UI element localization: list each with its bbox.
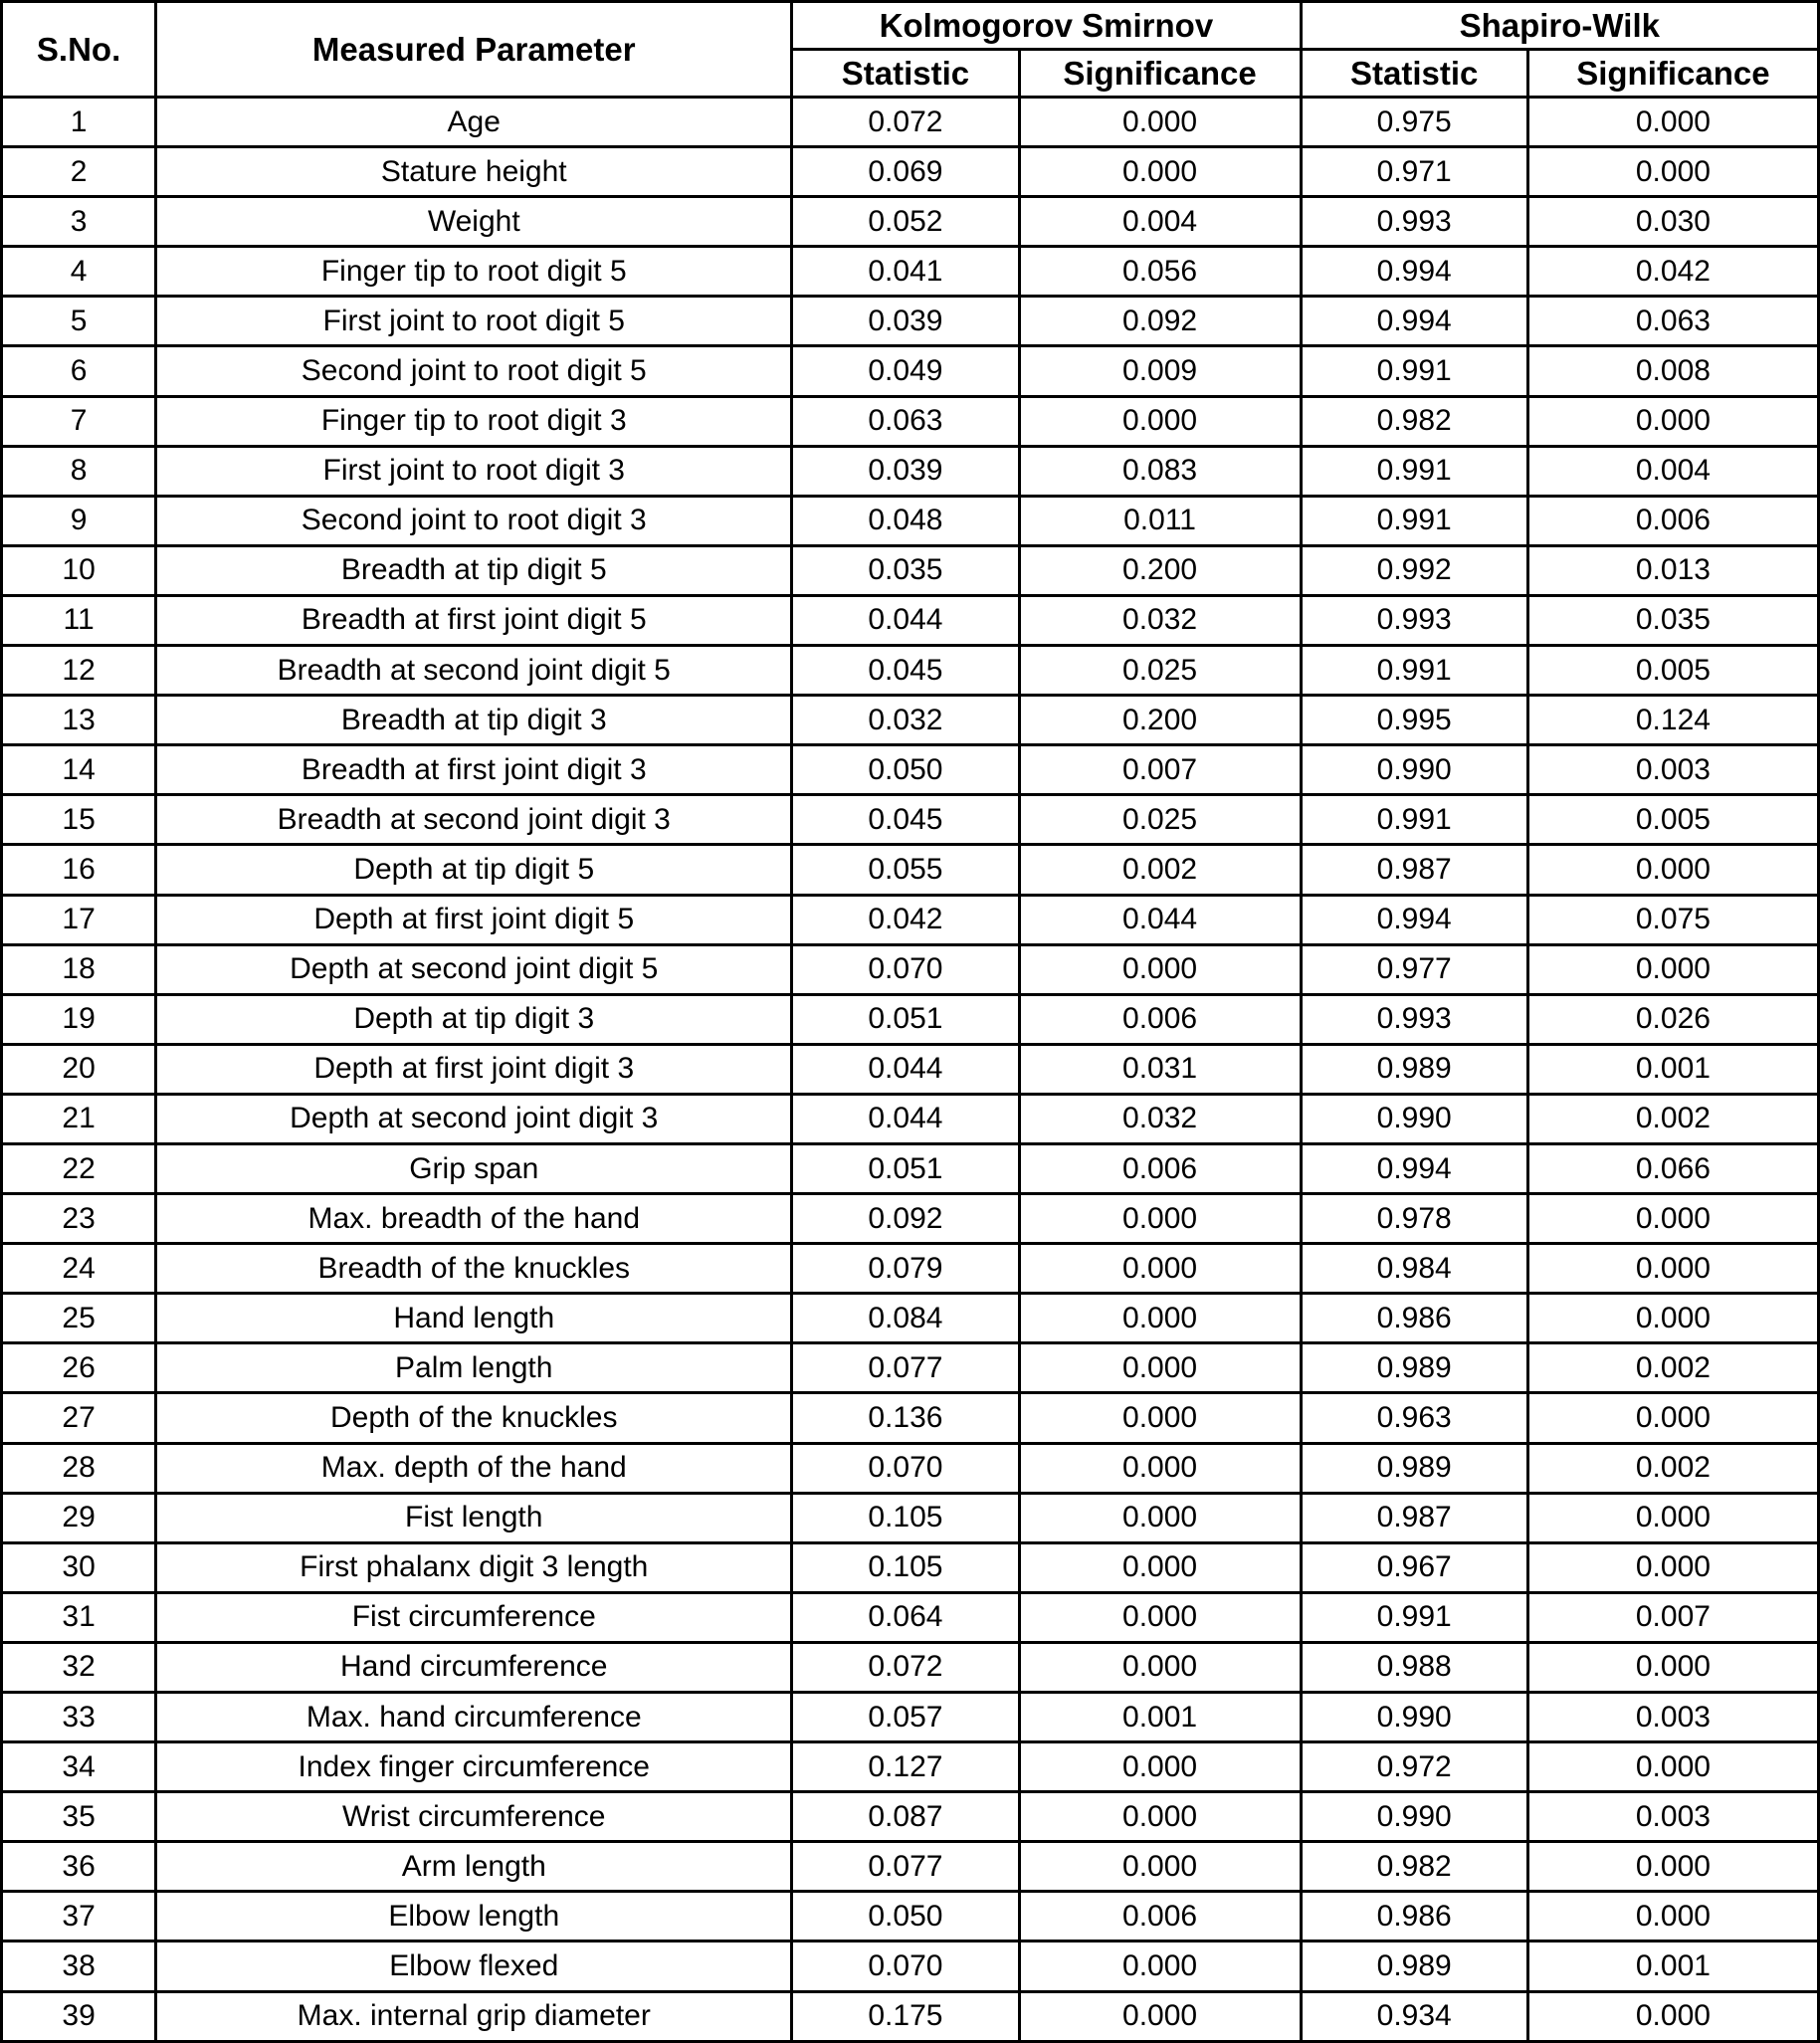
ks-statistic: 0.052 [792,197,1019,247]
row-sno: 39 [2,1991,156,2041]
row-sno: 38 [2,1941,156,1991]
table-row [2,1991,1819,2041]
sw-significance: 0.000 [1527,1742,1818,1792]
row-sno: 7 [2,396,156,446]
ks-statistic: 0.136 [792,1393,1019,1443]
sw-statistic: 0.993 [1301,994,1527,1044]
sw-significance: 0.075 [1527,895,1818,944]
ks-statistic: 0.051 [792,994,1019,1044]
ks-significance: 0.000 [1019,1244,1301,1294]
parameter-name: Second joint to root digit 3 [156,496,792,545]
col-header-sw-significance: Significance [1527,50,1818,98]
table-row [2,1742,1819,1792]
row-sno: 24 [2,1244,156,1294]
table-row [2,446,1819,496]
ks-significance: 0.092 [1019,297,1301,346]
ks-statistic: 0.044 [792,1044,1019,1094]
parameter-name: Breadth at first joint digit 3 [156,745,792,795]
parameter-name: Breadth of the knuckles [156,1244,792,1294]
sw-significance: 0.000 [1527,944,1818,994]
ks-statistic: 0.039 [792,297,1019,346]
ks-statistic: 0.072 [792,1642,1019,1692]
parameter-name: Second joint to root digit 5 [156,346,792,396]
col-group-kolmogorov-smirnov: Kolmogorov Smirnov [792,2,1301,50]
ks-significance: 0.009 [1019,346,1301,396]
sw-statistic: 0.991 [1301,646,1527,696]
ks-significance: 0.000 [1019,1991,1301,2041]
ks-significance: 0.004 [1019,197,1301,247]
ks-statistic: 0.077 [792,1343,1019,1393]
table-row [2,1143,1819,1193]
ks-statistic: 0.049 [792,346,1019,396]
sw-statistic: 0.991 [1301,795,1527,845]
row-sno: 15 [2,795,156,845]
col-header-ks-statistic: Statistic [792,50,1019,98]
table-row [2,297,1819,346]
sw-significance: 0.000 [1527,1194,1818,1244]
ks-significance: 0.006 [1019,994,1301,1044]
sw-statistic: 0.995 [1301,696,1527,745]
sw-significance: 0.000 [1527,1892,1818,1941]
ks-statistic: 0.050 [792,745,1019,795]
sw-significance: 0.005 [1527,795,1818,845]
parameter-name: Max. hand circumference [156,1693,792,1742]
parameter-name: Wrist circumference [156,1792,792,1842]
ks-significance: 0.032 [1019,595,1301,645]
ks-significance: 0.044 [1019,895,1301,944]
sw-significance: 0.000 [1527,1393,1818,1443]
parameter-name: Depth at tip digit 3 [156,994,792,1044]
row-sno: 19 [2,994,156,1044]
parameter-name: Arm length [156,1842,792,1892]
row-sno: 12 [2,646,156,696]
table-row [2,496,1819,545]
ks-statistic: 0.079 [792,1244,1019,1294]
ks-statistic: 0.042 [792,895,1019,944]
col-header-sw-statistic: Statistic [1301,50,1527,98]
ks-significance: 0.000 [1019,944,1301,994]
sw-significance: 0.006 [1527,496,1818,545]
table-row [2,745,1819,795]
ks-statistic: 0.105 [792,1542,1019,1592]
ks-significance: 0.032 [1019,1094,1301,1143]
parameter-name: Depth at first joint digit 5 [156,895,792,944]
sw-statistic: 0.990 [1301,1693,1527,1742]
table-row [2,545,1819,595]
row-sno: 33 [2,1693,156,1742]
sw-significance: 0.003 [1527,745,1818,795]
sw-statistic: 0.986 [1301,1294,1527,1343]
ks-statistic: 0.077 [792,1842,1019,1892]
ks-statistic: 0.035 [792,545,1019,595]
table-row [2,346,1819,396]
sw-significance: 0.042 [1527,247,1818,297]
row-sno: 18 [2,944,156,994]
ks-significance: 0.200 [1019,696,1301,745]
sw-significance: 0.000 [1527,1991,1818,2041]
sw-statistic: 0.990 [1301,1792,1527,1842]
table-body [2,98,1819,2042]
ks-statistic: 0.050 [792,1892,1019,1941]
ks-significance: 0.000 [1019,1542,1301,1592]
row-sno: 35 [2,1792,156,1842]
sw-statistic: 0.992 [1301,545,1527,595]
table-row [2,1393,1819,1443]
row-sno: 28 [2,1443,156,1493]
col-header-sno: S.No. [2,2,156,98]
ks-significance: 0.000 [1019,1393,1301,1443]
ks-statistic: 0.039 [792,446,1019,496]
col-group-shapiro-wilk: Shapiro-Wilk [1301,2,1818,50]
sw-significance: 0.003 [1527,1792,1818,1842]
parameter-name: Finger tip to root digit 5 [156,247,792,297]
ks-statistic: 0.063 [792,396,1019,446]
ks-significance: 0.000 [1019,1792,1301,1842]
sw-statistic: 0.994 [1301,895,1527,944]
sw-significance: 0.000 [1527,1244,1818,1294]
ks-significance: 0.056 [1019,247,1301,297]
sw-statistic: 0.994 [1301,247,1527,297]
table-row [2,1792,1819,1842]
table-header [2,2,1819,98]
table-row [2,1493,1819,1542]
ks-significance: 0.025 [1019,795,1301,845]
table-row [2,696,1819,745]
table-row [2,795,1819,845]
sw-statistic: 0.991 [1301,346,1527,396]
row-sno: 13 [2,696,156,745]
parameter-name: Breadth at tip digit 5 [156,545,792,595]
sw-statistic: 0.987 [1301,845,1527,895]
row-sno: 6 [2,346,156,396]
parameter-name: First joint to root digit 5 [156,297,792,346]
sw-statistic: 0.989 [1301,1343,1527,1393]
table-row [2,396,1819,446]
sw-statistic: 0.991 [1301,446,1527,496]
ks-significance: 0.006 [1019,1892,1301,1941]
sw-statistic: 0.991 [1301,1592,1527,1642]
table-row [2,994,1819,1044]
sw-significance: 0.026 [1527,994,1818,1044]
parameter-name: Depth at second joint digit 5 [156,944,792,994]
ks-statistic: 0.041 [792,247,1019,297]
sw-significance: 0.000 [1527,147,1818,197]
sw-statistic: 0.977 [1301,944,1527,994]
ks-significance: 0.000 [1019,1642,1301,1692]
ks-significance: 0.000 [1019,1194,1301,1244]
table-row [2,895,1819,944]
row-sno: 37 [2,1892,156,1941]
parameter-name: Max. depth of the hand [156,1443,792,1493]
parameter-name: Max. internal grip diameter [156,1991,792,2041]
ks-significance: 0.000 [1019,1443,1301,1493]
row-sno: 31 [2,1592,156,1642]
sw-statistic: 0.991 [1301,496,1527,545]
col-header-ks-significance: Significance [1019,50,1301,98]
row-sno: 22 [2,1143,156,1193]
sw-significance: 0.000 [1527,1842,1818,1892]
table-row [2,1842,1819,1892]
parameter-name: Palm length [156,1343,792,1393]
ks-statistic: 0.127 [792,1742,1019,1792]
ks-statistic: 0.070 [792,1941,1019,1991]
row-sno: 36 [2,1842,156,1892]
table-row [2,98,1819,147]
parameter-name: Breadth at first joint digit 5 [156,595,792,645]
table-row [2,1244,1819,1294]
row-sno: 5 [2,297,156,346]
sw-significance: 0.000 [1527,845,1818,895]
parameter-name: Finger tip to root digit 3 [156,396,792,446]
ks-statistic: 0.051 [792,1143,1019,1193]
parameter-name: Hand circumference [156,1642,792,1692]
sw-statistic: 0.967 [1301,1542,1527,1592]
ks-statistic: 0.070 [792,944,1019,994]
row-sno: 32 [2,1642,156,1692]
parameter-name: First joint to root digit 3 [156,446,792,496]
sw-significance: 0.000 [1527,396,1818,446]
table-row [2,1194,1819,1244]
sw-statistic: 0.993 [1301,595,1527,645]
sw-significance: 0.000 [1527,1493,1818,1542]
parameter-name: Index finger circumference [156,1742,792,1792]
parameter-name: Fist length [156,1493,792,1542]
ks-statistic: 0.064 [792,1592,1019,1642]
parameter-name: Depth at second joint digit 3 [156,1094,792,1143]
ks-statistic: 0.044 [792,1094,1019,1143]
sw-significance: 0.000 [1527,1542,1818,1592]
row-sno: 14 [2,745,156,795]
ks-significance: 0.000 [1019,1343,1301,1393]
row-sno: 27 [2,1393,156,1443]
parameter-name: First phalanx digit 3 length [156,1542,792,1592]
sw-statistic: 0.994 [1301,297,1527,346]
sw-statistic: 0.987 [1301,1493,1527,1542]
table-row [2,1044,1819,1094]
row-sno: 34 [2,1742,156,1792]
sw-statistic: 0.989 [1301,1941,1527,1991]
ks-significance: 0.000 [1019,147,1301,197]
parameter-name: Weight [156,197,792,247]
ks-statistic: 0.105 [792,1493,1019,1542]
ks-significance: 0.007 [1019,745,1301,795]
row-sno: 23 [2,1194,156,1244]
col-header-measured-parameter: Measured Parameter [156,2,792,98]
sw-significance: 0.000 [1527,1294,1818,1343]
table-row [2,1642,1819,1692]
ks-significance: 0.002 [1019,845,1301,895]
row-sno: 4 [2,247,156,297]
table-row [2,147,1819,197]
sw-statistic: 0.972 [1301,1742,1527,1792]
table-row [2,646,1819,696]
parameter-name: Depth at tip digit 5 [156,845,792,895]
sw-significance: 0.035 [1527,595,1818,645]
sw-statistic: 0.989 [1301,1044,1527,1094]
parameter-name: Breadth at second joint digit 3 [156,795,792,845]
parameter-name: Breadth at tip digit 3 [156,696,792,745]
table-row [2,1892,1819,1941]
sw-significance: 0.008 [1527,346,1818,396]
sw-statistic: 0.982 [1301,396,1527,446]
ks-statistic: 0.045 [792,795,1019,845]
sw-significance: 0.063 [1527,297,1818,346]
table-row [2,1294,1819,1343]
sw-statistic: 0.994 [1301,1143,1527,1193]
sw-statistic: 0.988 [1301,1642,1527,1692]
parameter-name: Hand length [156,1294,792,1343]
row-sno: 3 [2,197,156,247]
ks-significance: 0.000 [1019,1842,1301,1892]
ks-significance: 0.000 [1019,98,1301,147]
table-row [2,845,1819,895]
ks-significance: 0.000 [1019,1941,1301,1991]
sw-statistic: 0.982 [1301,1842,1527,1892]
table-row [2,944,1819,994]
sw-statistic: 0.978 [1301,1194,1527,1244]
ks-significance: 0.011 [1019,496,1301,545]
table-row [2,247,1819,297]
row-sno: 10 [2,545,156,595]
ks-significance: 0.000 [1019,1592,1301,1642]
ks-statistic: 0.092 [792,1194,1019,1244]
table-row [2,197,1819,247]
sw-significance: 0.001 [1527,1941,1818,1991]
sw-statistic: 0.993 [1301,197,1527,247]
ks-significance: 0.025 [1019,646,1301,696]
ks-significance: 0.000 [1019,1742,1301,1792]
ks-statistic: 0.084 [792,1294,1019,1343]
ks-significance: 0.083 [1019,446,1301,496]
sw-significance: 0.004 [1527,446,1818,496]
parameter-name: Grip span [156,1143,792,1193]
table-row [2,1941,1819,1991]
sw-significance: 0.005 [1527,646,1818,696]
ks-significance: 0.000 [1019,396,1301,446]
sw-statistic: 0.975 [1301,98,1527,147]
ks-significance: 0.001 [1019,1693,1301,1742]
sw-significance: 0.002 [1527,1343,1818,1393]
parameter-name: Elbow length [156,1892,792,1941]
ks-statistic: 0.087 [792,1792,1019,1842]
table-row [2,1443,1819,1493]
ks-statistic: 0.055 [792,845,1019,895]
row-sno: 16 [2,845,156,895]
row-sno: 20 [2,1044,156,1094]
row-sno: 29 [2,1493,156,1542]
parameter-name: Depth of the knuckles [156,1393,792,1443]
sw-statistic: 0.971 [1301,147,1527,197]
sw-significance: 0.030 [1527,197,1818,247]
table-row [2,595,1819,645]
ks-significance: 0.006 [1019,1143,1301,1193]
row-sno: 1 [2,98,156,147]
ks-statistic: 0.069 [792,147,1019,197]
table-row [2,1343,1819,1393]
ks-statistic: 0.032 [792,696,1019,745]
row-sno: 26 [2,1343,156,1393]
parameter-name: Age [156,98,792,147]
parameter-name: Fist circumference [156,1592,792,1642]
table-row [2,1094,1819,1143]
sw-statistic: 0.963 [1301,1393,1527,1443]
sw-significance: 0.000 [1527,98,1818,147]
ks-statistic: 0.044 [792,595,1019,645]
table-row [2,1693,1819,1742]
parameter-name: Max. breadth of the hand [156,1194,792,1244]
sw-significance: 0.066 [1527,1143,1818,1193]
sw-statistic: 0.990 [1301,1094,1527,1143]
sw-significance: 0.000 [1527,1642,1818,1692]
sw-statistic: 0.986 [1301,1892,1527,1941]
parameter-name: Stature height [156,147,792,197]
sw-significance: 0.002 [1527,1443,1818,1493]
ks-statistic: 0.048 [792,496,1019,545]
parameter-name: Depth at first joint digit 3 [156,1044,792,1094]
table-row [2,1542,1819,1592]
row-sno: 2 [2,147,156,197]
ks-significance: 0.000 [1019,1493,1301,1542]
sw-statistic: 0.989 [1301,1443,1527,1493]
ks-statistic: 0.072 [792,98,1019,147]
sw-statistic: 0.990 [1301,745,1527,795]
row-sno: 9 [2,496,156,545]
row-sno: 11 [2,595,156,645]
ks-statistic: 0.057 [792,1693,1019,1742]
row-sno: 21 [2,1094,156,1143]
header-group-row [2,2,1819,50]
sw-significance: 0.013 [1527,545,1818,595]
parameter-name: Elbow flexed [156,1941,792,1991]
sw-statistic: 0.984 [1301,1244,1527,1294]
row-sno: 30 [2,1542,156,1592]
table-row [2,1592,1819,1642]
row-sno: 25 [2,1294,156,1343]
sw-significance: 0.124 [1527,696,1818,745]
ks-statistic: 0.175 [792,1991,1019,2041]
ks-significance: 0.031 [1019,1044,1301,1094]
sw-significance: 0.003 [1527,1693,1818,1742]
sw-significance: 0.002 [1527,1094,1818,1143]
sw-statistic: 0.934 [1301,1991,1527,2041]
ks-statistic: 0.045 [792,646,1019,696]
row-sno: 8 [2,446,156,496]
parameter-name: Breadth at second joint digit 5 [156,646,792,696]
row-sno: 17 [2,895,156,944]
sw-significance: 0.007 [1527,1592,1818,1642]
ks-significance: 0.200 [1019,545,1301,595]
ks-significance: 0.000 [1019,1294,1301,1343]
ks-statistic: 0.070 [792,1443,1019,1493]
sw-significance: 0.001 [1527,1044,1818,1094]
